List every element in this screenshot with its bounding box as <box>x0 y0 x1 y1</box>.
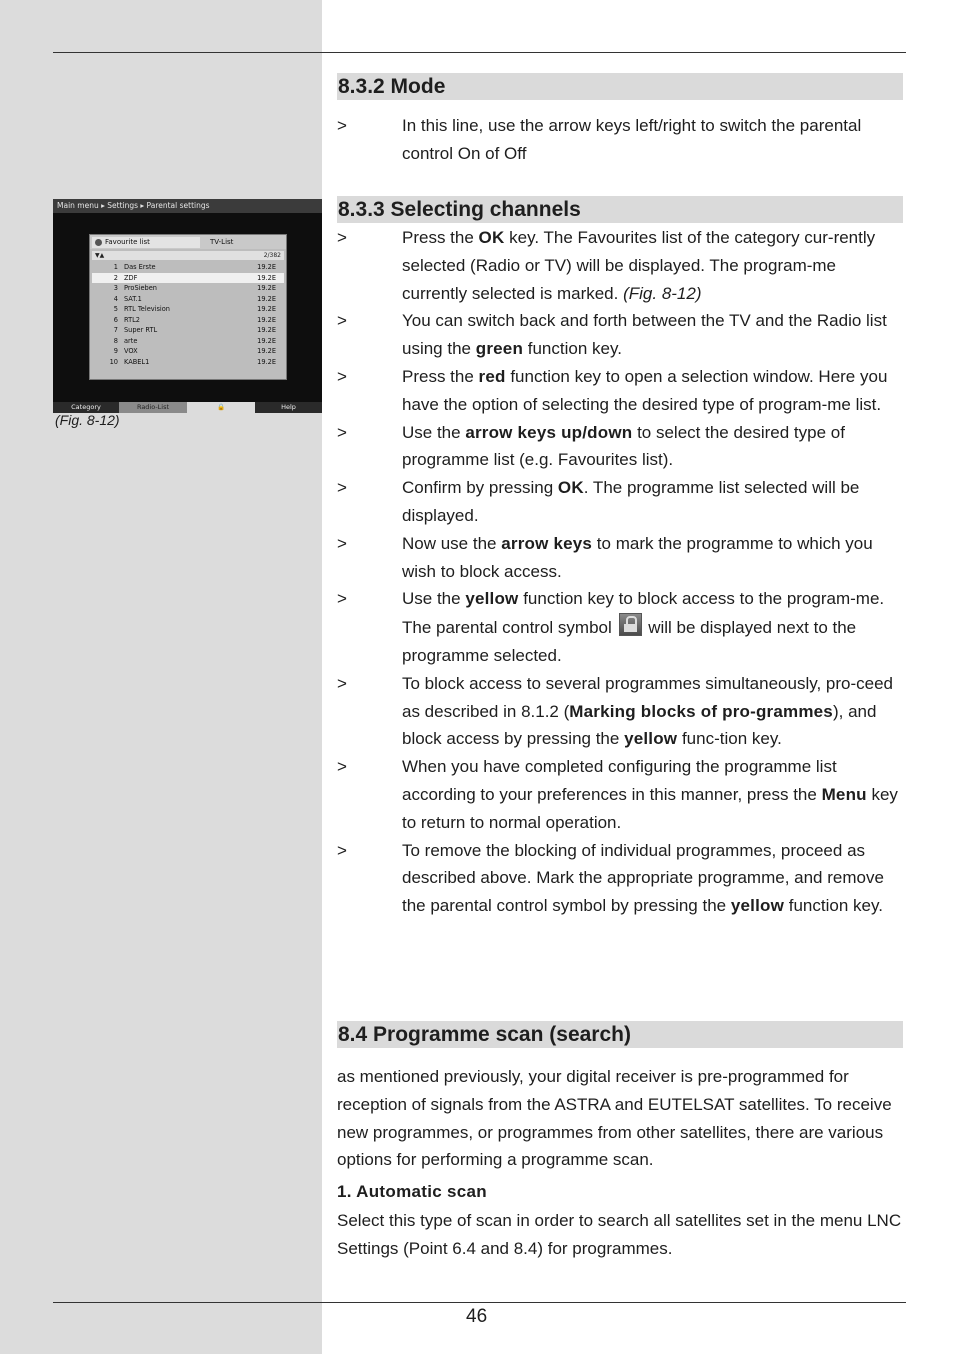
page-number: 46 <box>466 1306 488 1327</box>
tv-channel-row: 6 RTL2 19.2E <box>113 315 276 324</box>
tv-channel-row: 3 ProSieben 19.2E <box>113 284 276 292</box>
section-heading-8-3-2: 8.3.2 Mode <box>337 73 903 100</box>
tv-channel-row: 10 KABEL1 19.2E <box>109 357 276 366</box>
section-heading-8-3-3: 8.3.3 Selecting channels <box>337 196 903 223</box>
selecting-channels-bullets <box>337 224 905 920</box>
tv-channel-row: 8 arte 19.2E <box>113 336 276 345</box>
tv-arrows-icon: ▼▲ <box>95 252 105 259</box>
mode-bullets <box>337 112 905 168</box>
tv-channel-list <box>92 262 284 367</box>
automatic-scan-text: Select this type of scan in order to search all satellites set in the menu LNC Settings (Point 6.4 and 8.4) for programmes. <box>337 1211 902 1258</box>
tv-channel-row: 7 Super RTL 19.2E <box>113 326 276 334</box>
tv-count: 2/382 <box>263 252 281 259</box>
top-rule <box>53 52 906 53</box>
list-item: > Confirm by pressing OK. The programme list selected will be displayed. <box>337 478 860 525</box>
scan-intro-paragraph: as mentioned previously, your digital receiver is pre-programmed for reception of signals from the ASTRA and EUTELSAT satellites. To receive new programmes, or programmes from other satellites, there are various options for performing a programme scan. <box>337 1067 892 1170</box>
tv-panel-tabs <box>90 235 286 249</box>
tv-count-row <box>92 251 284 260</box>
list-item: > Now use the arrow keys to mark the programme to which you wish to block access. <box>337 533 873 581</box>
tv-radio-list-button: Radio-List <box>119 402 187 413</box>
figure-caption: (Fig. 8-12) <box>55 412 120 428</box>
tv-help-button: Help <box>255 402 322 413</box>
tv-tab-list-type: TV-List <box>210 238 234 246</box>
list-item: > Press the red function key to open a selection window. Here you have the option of selecting the desired type of program-me list. <box>337 366 888 414</box>
list-item: > Press the OK key. The Favourites list of the category cur-rently selected (Radio or TV) will be displayed. The program-me currently selected is marked. (Fig. 8-12) <box>337 228 876 303</box>
automatic-scan-heading: 1. Automatic scan <box>337 1182 487 1201</box>
list-item: > Use the arrow keys up/down to select the desired type of programme list (e.g. Favourites list). <box>337 422 845 470</box>
parental-lock-icon <box>619 613 642 636</box>
list-item: > To block access to several programmes simultaneously, pro-ceed as described in 8.1.2 (Marking blocks of pro-grammes), and block access by pressing the yellow func-tion key. <box>337 673 894 749</box>
list-item: > In this line, use the arrow keys left/right to switch the parental control On of Off <box>337 116 862 163</box>
list-item: > Use the yellow function key to block access to the program-me. The parental control symbol will be displayed next to the programme selected. <box>337 589 885 665</box>
tv-channel-row: 1 Das Erste 19.2E <box>113 263 276 271</box>
tv-lock-button: 🔒 <box>187 402 255 413</box>
tv-breadcrumb: Main menu ▸ Settings ▸ Parental settings <box>53 199 322 213</box>
tv-channel-row: 5 RTL Television 19.2E <box>113 305 276 313</box>
bottom-rule <box>53 1302 906 1303</box>
list-item: > When you have completed configuring the programme list according to your preferences in this manner, press the Menu key to return to normal operation. <box>337 757 898 832</box>
tv-category-button: Category <box>53 402 119 413</box>
tv-channel-row: 9 VOX 19.2E <box>113 347 276 355</box>
section-heading-8-4: 8.4 Programme scan (search) <box>337 1021 903 1048</box>
tv-channel-row-selected: 2 ZDF 19.2E <box>92 273 284 284</box>
list-item: > To remove the blocking of individual programmes, proceed as described above. Mark the appropriate programme, and remove the parental control symbol by pressing the yellow function key. <box>337 840 884 916</box>
tv-channel-row: 4 SAT.1 19.2E <box>113 294 276 303</box>
figure-screenshot <box>53 199 322 413</box>
list-item: > You can switch back and forth between the TV and the Radio list using the green function key. <box>337 311 887 359</box>
tv-list-panel <box>89 234 287 380</box>
tv-tab-favourite-list: Favourite list <box>92 237 200 248</box>
